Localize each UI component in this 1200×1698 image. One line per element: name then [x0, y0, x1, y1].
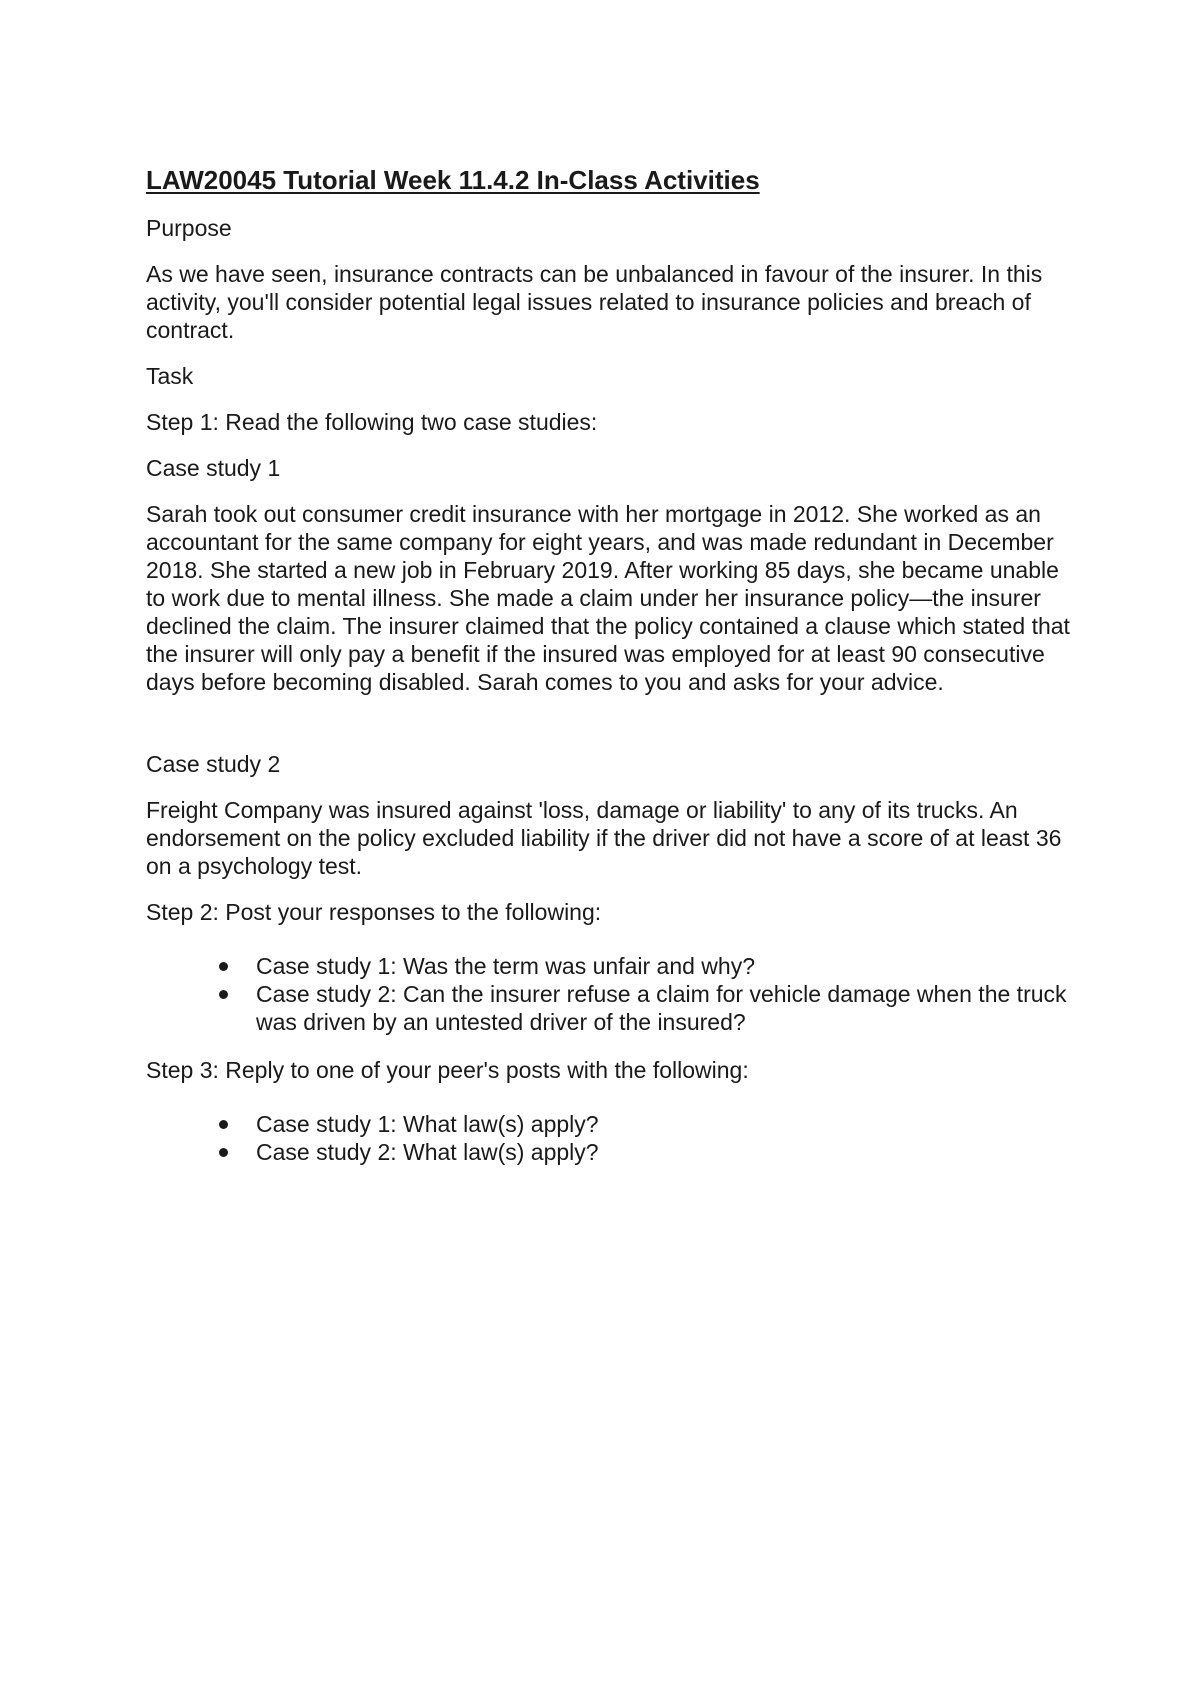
bullet-icon [219, 1148, 228, 1157]
case-study-2-text: Freight Company was insured against 'loss, damage or liability' to any of its trucks. An endorsement on the policy excluded liability if the driver did not have a score of at least 36 on a psychology test. [146, 797, 1062, 879]
paragraph-gap [146, 714, 1076, 750]
purpose-heading: Purpose [146, 215, 232, 241]
list-item-text: Case study 2: Can the insurer refuse a claim for vehicle damage when the truck was driven by an untested driver of the insured? [256, 981, 1067, 1035]
list-item-text: Case study 2: What law(s) apply? [256, 1139, 599, 1165]
step-2-list [146, 944, 1076, 1036]
bullet-icon [219, 990, 228, 999]
list-item [146, 952, 1076, 980]
list-item-text: Case study 1: Was the term was unfair and why? [256, 953, 755, 979]
bullet-icon [219, 1120, 228, 1129]
list-item [146, 1138, 1076, 1166]
list-item [146, 980, 1076, 1036]
case-study-2-heading: Case study 2 [146, 751, 281, 777]
document-title: LAW20045 Tutorial Week 11.4.2 In-Class Activities [146, 165, 760, 195]
step-2-text: Step 2: Post your responses to the following: [146, 899, 602, 925]
case-study-1-text: Sarah took out consumer credit insurance with her mortgage in 2012. She worked as an accountant for the same company for eight years, and was made redundant in December 2018. She started a new job in February 2019. After working 85 days, she became unable to work due to mental illness. She made a claim under her insurance policy—the insurer declined the claim. The insurer claimed that the policy contained a clause which stated that the insurer will only pay a benefit if the insured was employed for at least 90 consecutive days before becoming disabled. Sarah comes to you and asks for your advice. [146, 501, 1070, 695]
list-item [146, 1110, 1076, 1138]
step-3-list [146, 1102, 1076, 1166]
task-heading: Task [146, 363, 194, 389]
document-content [146, 164, 1076, 1186]
list-item-text: Case study 1: What law(s) apply? [256, 1111, 599, 1137]
purpose-text: As we have seen, insurance contracts can be unbalanced in favour of the insurer. In this activity, you'll consider potential legal issues related to insurance policies and breach of contract. [146, 261, 1043, 343]
bullet-icon [219, 962, 228, 971]
step-1-text: Step 1: Read the following two case studies: [146, 409, 598, 435]
case-study-1-heading: Case study 1 [146, 455, 281, 481]
step-3-text: Step 3: Reply to one of your peer's posts with the following: [146, 1057, 749, 1083]
